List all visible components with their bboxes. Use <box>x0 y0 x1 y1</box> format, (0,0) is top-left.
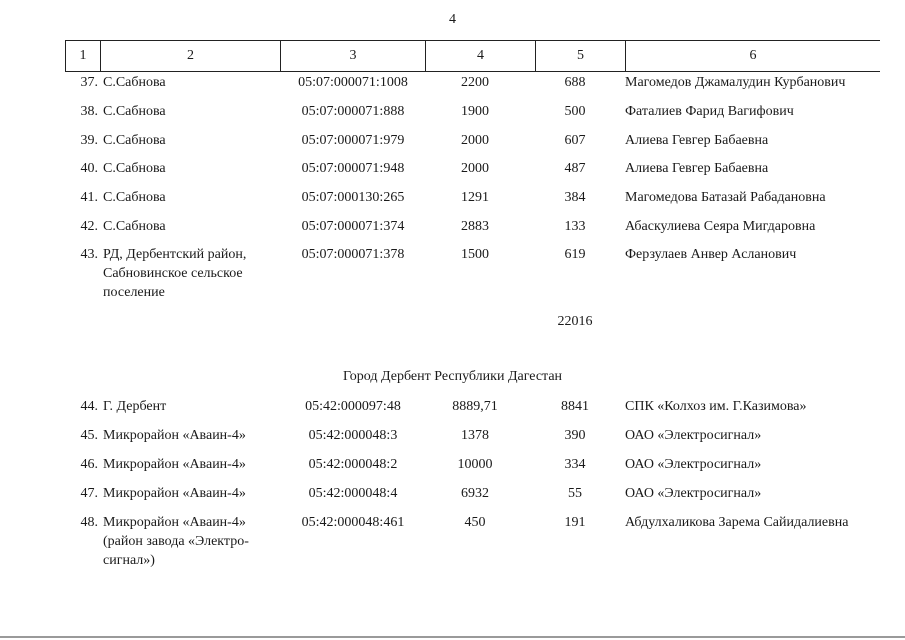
row-cadastral-number: 05:42:000048:461 <box>301 515 405 530</box>
row-value: 390 <box>564 428 586 443</box>
row-area: 1291 <box>461 190 489 205</box>
row-cadastral-number: 05:42:000097:48 <box>305 399 401 414</box>
row-value: 191 <box>564 515 586 530</box>
row-value: 607 <box>564 133 586 148</box>
row-value: 688 <box>564 75 586 90</box>
section-title: Город Дербент Республики Дагестан <box>342 369 563 384</box>
row-number: 37. <box>80 75 98 90</box>
row-location: С.Сабнова <box>103 190 166 205</box>
subtotal: 22016 <box>557 314 593 329</box>
row-area: 8889,71 <box>452 399 498 414</box>
row-area: 10000 <box>457 457 493 472</box>
row-cadastral-number: 05:07:000071:979 <box>301 133 405 148</box>
page-number: 4 <box>449 12 456 27</box>
row-area: 1378 <box>461 428 489 443</box>
row-owner: СПК «Колхоз им. Г.Казимова» <box>625 399 807 414</box>
row-cadastral-number: 05:07:000071:948 <box>301 161 405 176</box>
row-area: 2200 <box>461 75 489 90</box>
row-value: 8841 <box>561 399 589 414</box>
row-owner: Фаталиев Фарид Вагифович <box>625 104 794 119</box>
row-number: 46. <box>80 457 98 472</box>
header-col-5: 5 <box>535 41 625 71</box>
row-number: 45. <box>80 428 98 443</box>
row-owner: Абаскулиева Сеяра Мигдаровна <box>625 219 816 234</box>
row-location-line: Сабновинское сельское <box>103 266 243 281</box>
row-owner: ОАО «Электросигнал» <box>625 457 762 472</box>
row-owner: Ферзулаев Анвер Асланович <box>625 247 797 262</box>
row-cadastral-number: 05:07:000071:1008 <box>298 75 408 90</box>
row-area: 1900 <box>461 104 489 119</box>
row-area: 6932 <box>461 486 489 501</box>
header-col-4: 4 <box>425 41 535 71</box>
row-value: 619 <box>564 247 586 262</box>
row-cadastral-number: 05:07:000071:888 <box>301 104 405 119</box>
table-header <box>65 40 880 72</box>
row-location-line: (район завода «Электро- <box>103 534 249 549</box>
row-cadastral-number: 05:07:000071:374 <box>301 219 405 234</box>
row-value: 487 <box>564 161 586 176</box>
row-number: 40. <box>80 161 98 176</box>
row-cadastral-number: 05:07:000071:378 <box>301 247 405 262</box>
row-value: 500 <box>564 104 586 119</box>
row-owner: Магомедова Батазай Рабадановна <box>625 190 826 205</box>
row-location-line: РД, Дербентский район, <box>103 247 247 262</box>
row-location: С.Сабнова <box>103 219 166 234</box>
row-owner: Абдулхаликова Зарема Сайидалиевна <box>625 515 849 530</box>
row-area: 1500 <box>461 247 489 262</box>
row-owner: Алиева Гевгер Бабаевна <box>625 161 769 176</box>
row-number: 48. <box>80 515 98 530</box>
row-value: 334 <box>564 457 586 472</box>
row-cadastral-number: 05:07:000130:265 <box>301 190 405 205</box>
row-location: Микрорайон «Аваин-4» <box>103 486 246 501</box>
row-number: 39. <box>80 133 98 148</box>
row-number: 42. <box>80 219 98 234</box>
header-col-6: 6 <box>625 41 880 71</box>
row-location: С.Сабнова <box>103 104 166 119</box>
row-owner: ОАО «Электросигнал» <box>625 486 762 501</box>
row-number: 43. <box>80 247 98 262</box>
row-number: 41. <box>80 190 98 205</box>
header-col-1: 1 <box>65 41 100 71</box>
row-area: 450 <box>464 515 486 530</box>
header-col-2: 2 <box>100 41 280 71</box>
row-value: 384 <box>564 190 586 205</box>
row-cadastral-number: 05:42:000048:4 <box>308 486 398 501</box>
row-cadastral-number: 05:42:000048:3 <box>308 428 398 443</box>
row-location: Г. Дербент <box>103 399 167 414</box>
row-location: С.Сабнова <box>103 133 166 148</box>
row-number: 47. <box>80 486 98 501</box>
row-area: 2000 <box>461 161 489 176</box>
row-number: 38. <box>80 104 98 119</box>
row-location <box>103 513 281 570</box>
row-location: Микрорайон «Аваин-4» <box>103 457 246 472</box>
row-cadastral-number: 05:42:000048:2 <box>308 457 398 472</box>
row-location: С.Сабнова <box>103 161 166 176</box>
row-number: 44. <box>80 399 98 414</box>
row-location: С.Сабнова <box>103 75 166 90</box>
row-location: Микрорайон «Аваин-4» <box>103 428 246 443</box>
row-owner: Магомедов Джамалудин Курбанович <box>625 75 846 90</box>
row-location-line: сигнал») <box>103 553 155 568</box>
scan-edge-line <box>0 636 905 638</box>
row-location <box>103 245 281 302</box>
row-owner: Алиева Гевгер Бабаевна <box>625 133 769 148</box>
header-col-3: 3 <box>280 41 425 71</box>
row-location-line: поселение <box>103 285 165 300</box>
row-value: 133 <box>564 219 586 234</box>
row-area: 2000 <box>461 133 489 148</box>
row-value: 55 <box>568 486 582 501</box>
row-owner: ОАО «Электросигнал» <box>625 428 762 443</box>
row-area: 2883 <box>461 219 489 234</box>
row-location-line: Микрорайон «Аваин-4» <box>103 515 246 530</box>
